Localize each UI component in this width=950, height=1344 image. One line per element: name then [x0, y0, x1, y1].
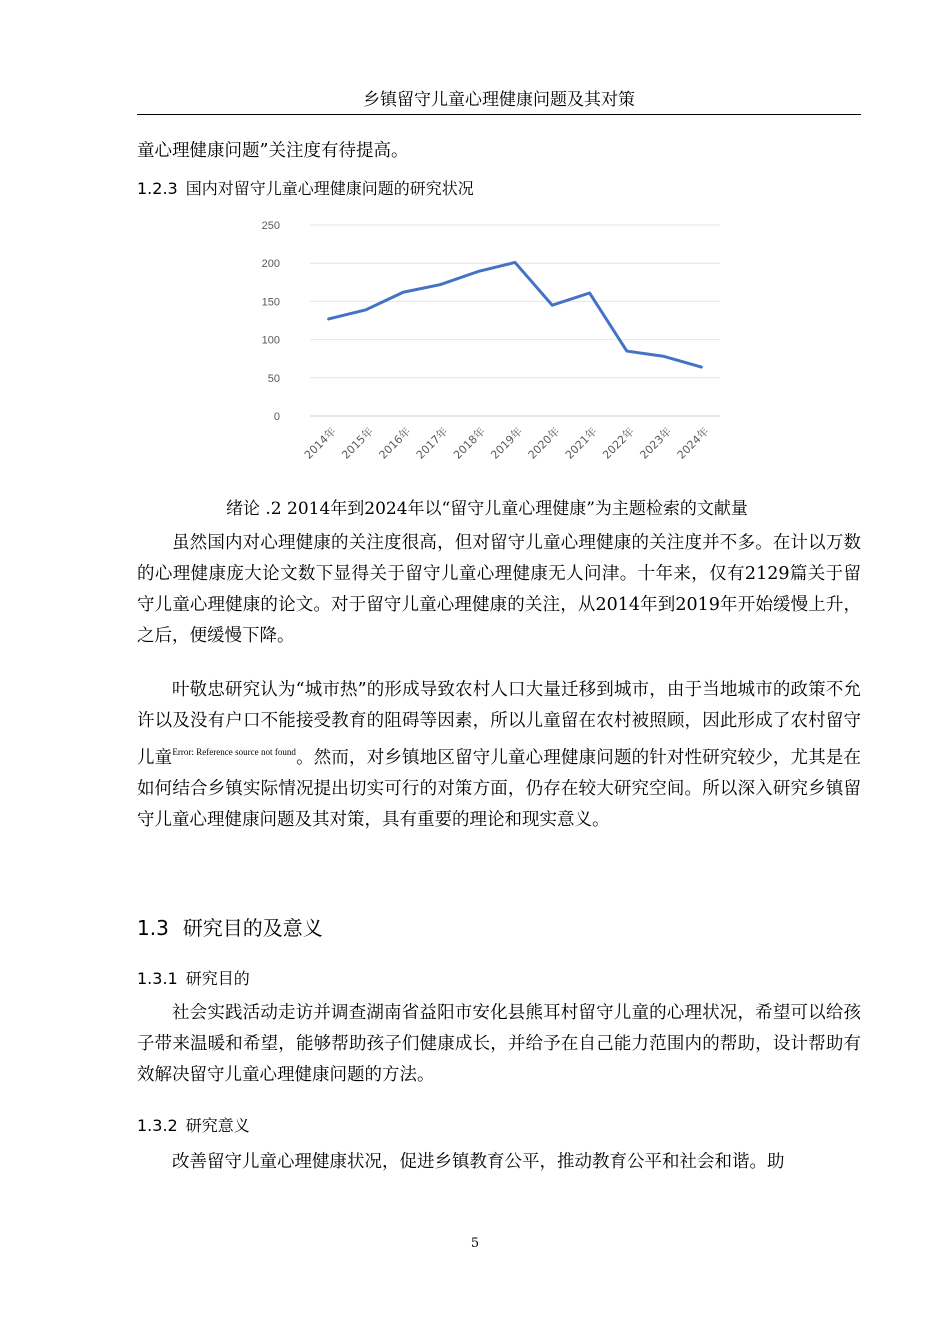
x-tick-label: 2017年 — [413, 424, 451, 462]
section-heading-1-2-3 — [137, 176, 474, 199]
y-tick-label: 200 — [261, 258, 280, 271]
paragraph-2-text-b: 。然而，对乡镇地区留守儿童心理健康问题的针对性研究较少，尤其是在如何结合乡镇实际情况提出切实可行的对策方面，仍存在较大研究空间。所以深入研究乡镇留守儿童心理健康问题及其对策，具有重要的理论和现实意义。 — [137, 748, 862, 830]
section-number: 1.2.3 — [137, 179, 178, 198]
paragraph-3 — [137, 998, 861, 1091]
reference-error: Error: Reference source not found — [172, 747, 296, 757]
page-number: 5 — [470, 1236, 480, 1251]
paragraph-4 — [137, 1147, 861, 1178]
y-tick-label: 150 — [261, 296, 280, 309]
x-tick-label: 2018年 — [451, 424, 488, 462]
x-tick-label: 2021年 — [562, 424, 600, 462]
section-heading-1-3-1 — [137, 966, 250, 989]
x-tick-label: 2014年 — [301, 424, 339, 462]
page-header — [137, 88, 861, 115]
section-heading-1-3 — [137, 912, 323, 941]
section-title: 国内对留守儿童心理健康问题的研究状况 — [185, 179, 474, 198]
y-tick-label: 50 — [267, 372, 280, 385]
y-tick-label: 100 — [261, 334, 280, 347]
paragraph-2 — [137, 675, 861, 836]
figure-caption: 绪论 .2 2014年到2024年以“留守儿童心理健康”为主题检索的文献量 — [226, 499, 748, 519]
x-tick-label: 2024年 — [674, 424, 712, 462]
header-title: 乡镇留守儿童心理健康问题及其对策 — [363, 90, 635, 110]
section-number: 1.3.2 — [137, 1116, 178, 1135]
x-tick-label: 2023年 — [637, 424, 675, 462]
section-title: 研究意义 — [185, 1116, 250, 1135]
x-tick-label: 2015年 — [339, 424, 377, 462]
section-title: 研究目的 — [185, 969, 250, 988]
y-tick-label: 0 — [273, 411, 280, 423]
x-tick-label: 2019年 — [488, 424, 526, 462]
section-number: 1.3.1 — [137, 969, 178, 988]
section-title: 研究目的及意义 — [182, 916, 323, 940]
literature-count-line-chart — [255, 208, 735, 488]
section-number: 1.3 — [137, 916, 169, 940]
paragraph-1 — [137, 528, 861, 652]
paragraph-2-text-a: 叶敬忠研究认为“城市热”的形成导致农村人口大量迁移到城市，由于当地城市的政策不允许以及没有户口不能接受教育的阻碍等因素，所以儿童留在农村被照顾，因此形成了农村留守儿童 — [137, 680, 861, 768]
section-heading-1-3-2 — [137, 1113, 250, 1136]
paragraph-3-text: 社会实践活动走访并调查湖南省益阳市安化县熊耳村留守儿童的心理状况，希望可以给孩子带来温暖和希望，能够帮助孩子们健康成长，并给予在自己能力范围内的帮助，设计帮助有效解决留守儿童心理健康问题的方法。 — [137, 1003, 861, 1085]
x-tick-label: 2020年 — [525, 424, 563, 462]
paragraph-4-text: 改善留守儿童心理健康状况，促进乡镇教育公平，推动教育公平和社会和谐。助 — [172, 1152, 785, 1172]
y-tick-label: 250 — [261, 220, 280, 232]
x-tick-label: 2022年 — [600, 424, 637, 462]
series-line — [329, 262, 702, 367]
paragraph-1-text: 虽然国内对心理健康的关注度很高，但对留守儿童心理健康的关注度并不多。在计以万数的心理健康庞大论文数下显得关于留守儿童心理健康无人问津。十年来，仅有2129篇关于留守儿童心理健康的论文。对于留守儿童心理健康的关注，从2014年到2019年开始缓慢上升，之后，便缓慢下降。 — [137, 533, 861, 646]
x-tick-label: 2016年 — [376, 424, 414, 462]
continued-text: 童心理健康问题”关注度有待提高。 — [137, 141, 409, 161]
